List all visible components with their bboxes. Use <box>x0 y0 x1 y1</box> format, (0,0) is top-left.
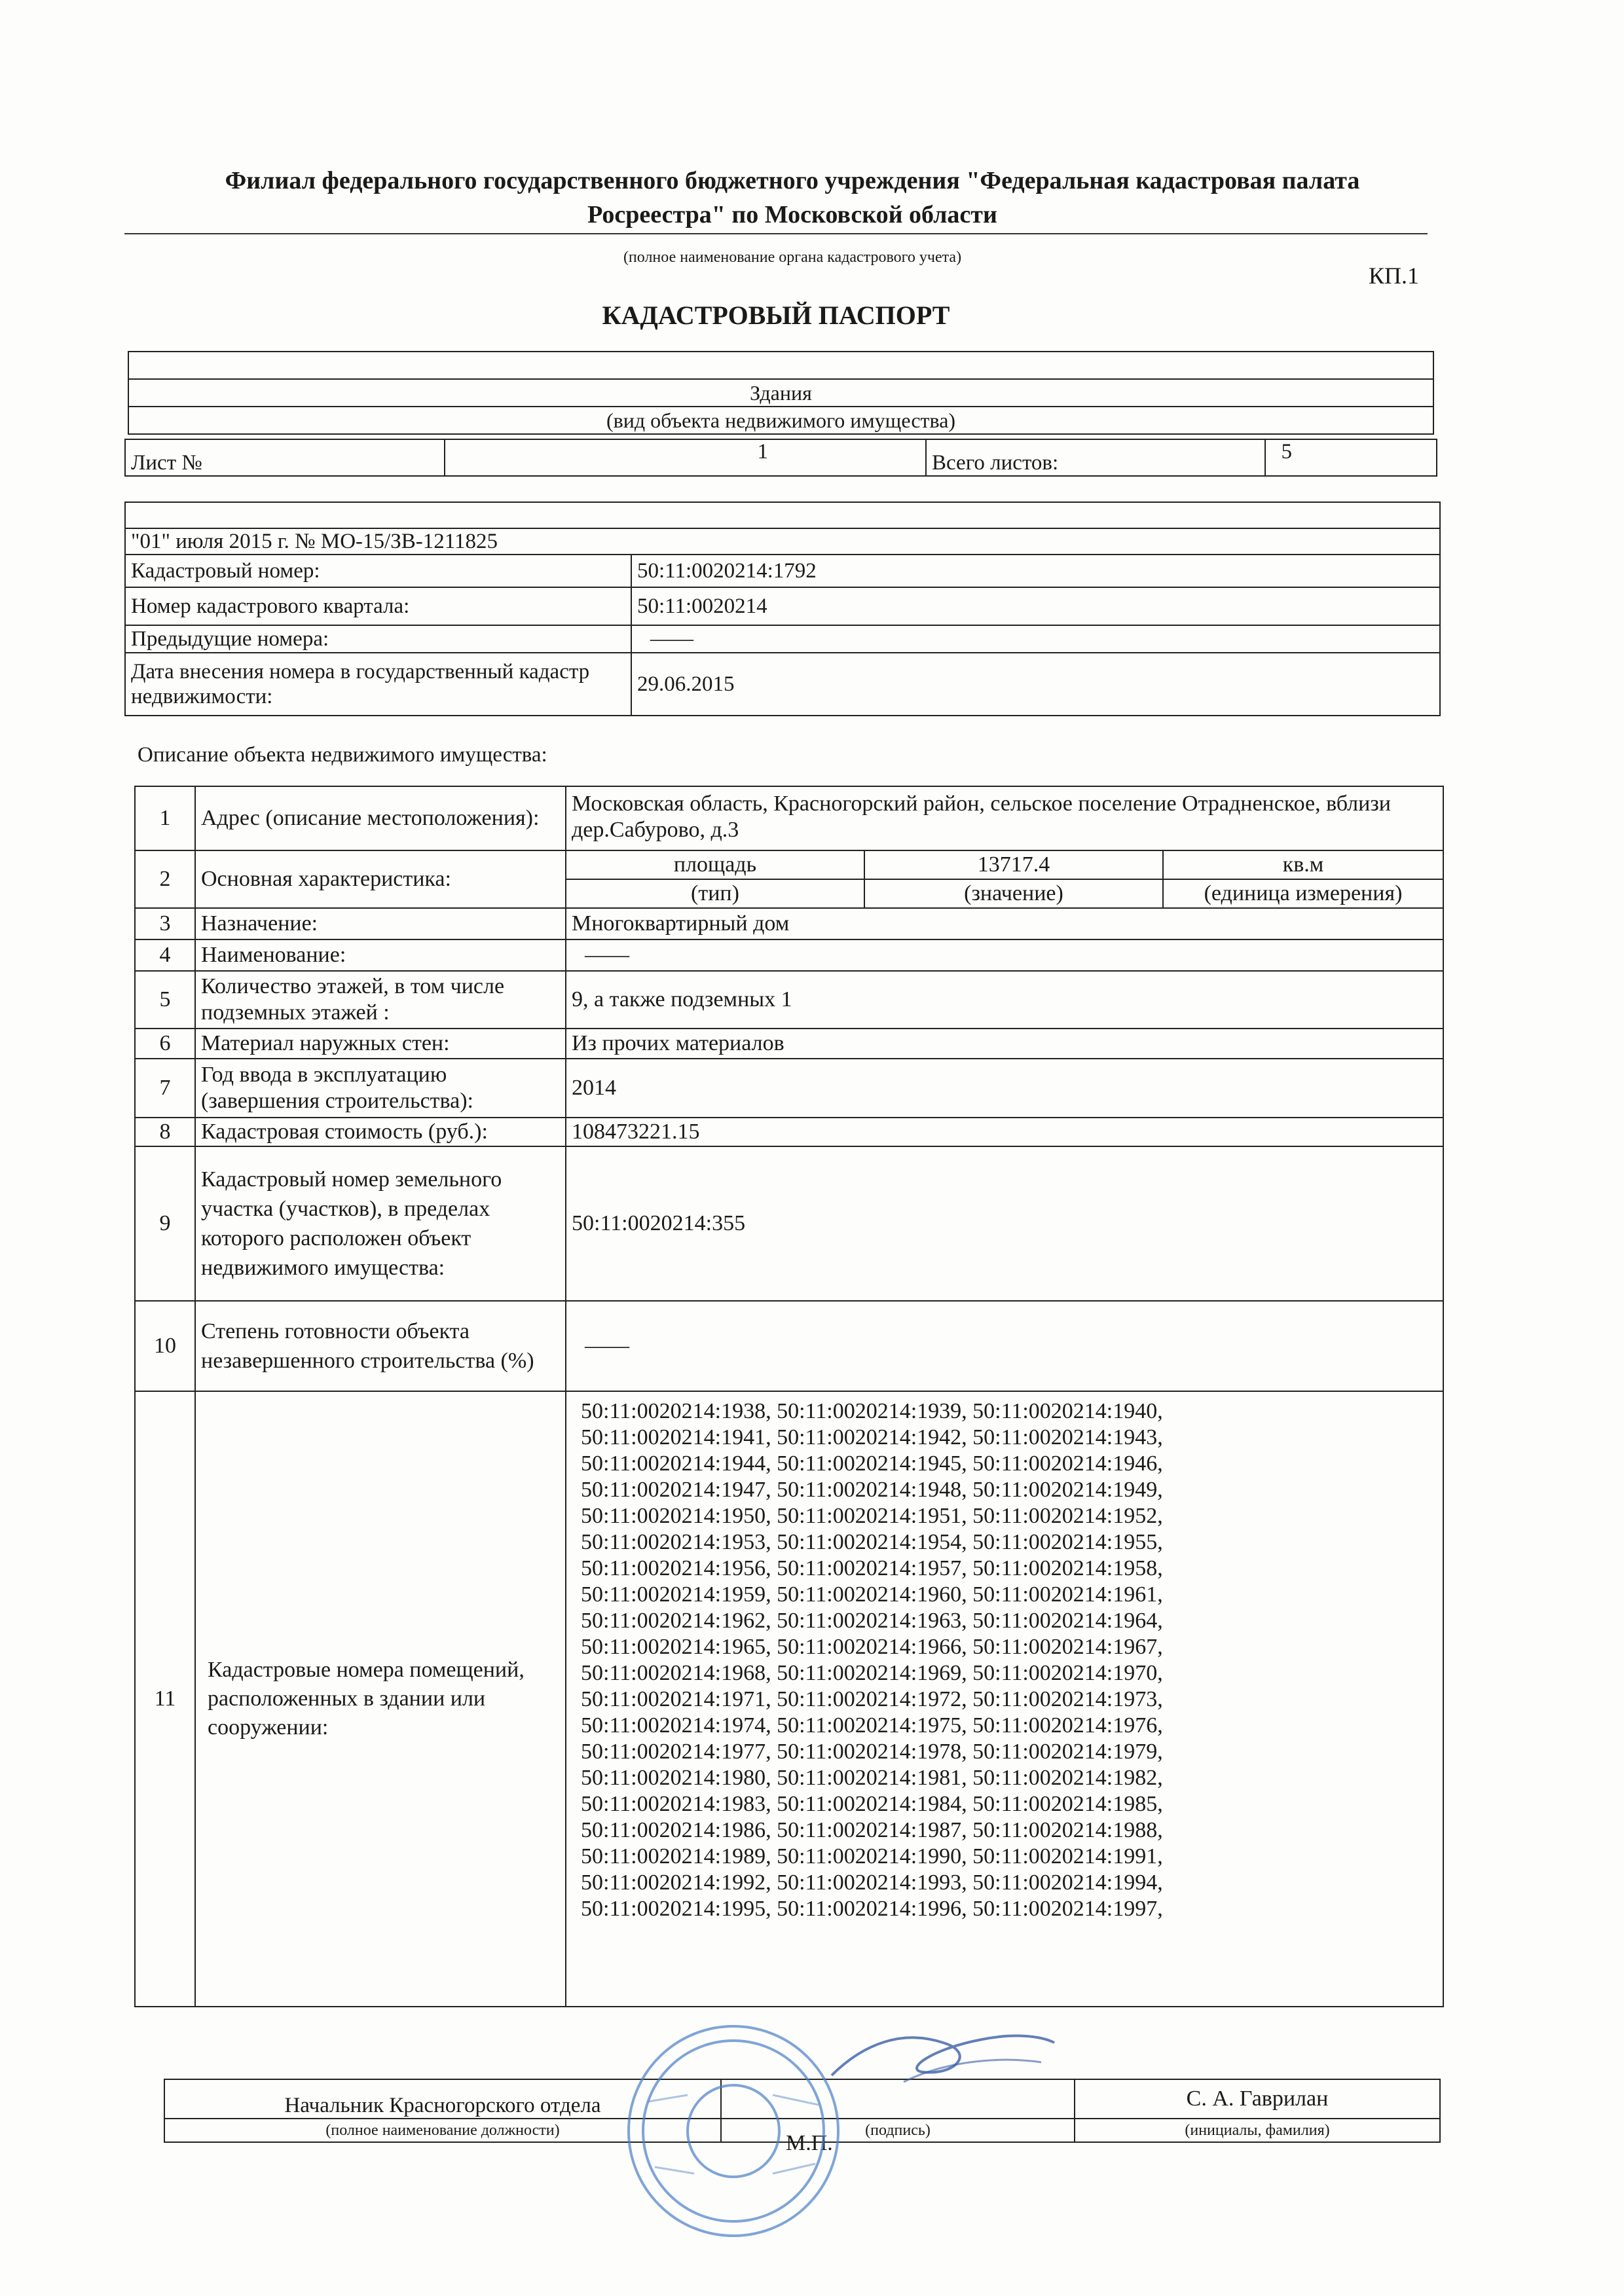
organization-name <box>157 164 1428 232</box>
previous-numbers: —— <box>631 625 1440 653</box>
floors-label: Количество этажей, в том числе подземных этажей : <box>195 971 566 1029</box>
signature <box>825 2016 1061 2095</box>
characteristic-unit: кв.м <box>1163 850 1443 879</box>
row-number: 4 <box>135 939 195 971</box>
premises-line: 50:11:0020214:1944, 50:11:0020214:1945, 50:11:0020214:1946, <box>581 1451 1163 1476</box>
row-number: 6 <box>135 1029 195 1059</box>
premises-line: 50:11:0020214:1962, 50:11:0020214:1963, 50:11:0020214:1964, <box>581 1609 1163 1633</box>
total-sheets-value: 5 <box>1265 439 1437 476</box>
name-label: Наименование: <box>195 939 566 971</box>
form-code: КП.1 <box>1369 263 1420 289</box>
premises-line: 50:11:0020214:1971, 50:11:0020214:1972, 50:11:0020214:1973, <box>581 1687 1163 1711</box>
row-number: 5 <box>135 971 195 1029</box>
walls-label: Материал наружных стен: <box>195 1029 566 1059</box>
address-label: Адрес (описание местоположения): <box>195 786 566 850</box>
premises-line: 50:11:0020214:1986, 50:11:0020214:1987, 50:11:0020214:1988, <box>581 1818 1163 1842</box>
organization-caption: (полное наименование органа кадастрового учета) <box>623 249 962 266</box>
floors-value: 9, а также подземных 1 <box>566 971 1443 1029</box>
sheet-number: 1 <box>445 439 926 476</box>
organization-line-1: Филиал федерального государственного бюджетного учреждения "Федеральная кадастровая палата <box>225 167 1360 194</box>
signer-name: С. А. Гаврилан <box>1075 2079 1440 2119</box>
readiness-label: Степень готовности объекта незавершенного строительства (%) <box>195 1301 566 1391</box>
registry-table <box>124 501 1441 716</box>
premises-line: 50:11:0020214:1941, 50:11:0020214:1942, 50:11:0020214:1943, <box>581 1425 1163 1449</box>
readiness-value: —— <box>566 1301 1443 1391</box>
value-caption: (значение) <box>864 879 1163 908</box>
row-number: 1 <box>135 786 195 850</box>
signature-caption: (подпись) <box>721 2119 1075 2142</box>
sheet-box <box>124 439 1437 477</box>
premises-line: 50:11:0020214:1968, 50:11:0020214:1969, 50:11:0020214:1970, <box>581 1661 1163 1685</box>
cadastral-quarter: 50:11:0020214 <box>631 587 1440 625</box>
land-plot-label: Кадастровый номер земельного участка (участков), в пределах которого расположен объект недвижимого имущества: <box>195 1146 566 1301</box>
cadastral-value-label: Кадастровая стоимость (руб.): <box>195 1118 566 1146</box>
characteristic-value: 13717.4 <box>864 850 1163 879</box>
main-characteristic-label: Основная характеристика: <box>195 850 566 908</box>
object-kind-box <box>128 351 1434 435</box>
premises-line: 50:11:0020214:1956, 50:11:0020214:1957, 50:11:0020214:1958, <box>581 1556 1163 1580</box>
name-caption: (инициалы, фамилия) <box>1075 2119 1440 2142</box>
premises-line: 50:11:0020214:1983, 50:11:0020214:1984, 50:11:0020214:1985, <box>581 1792 1163 1816</box>
registry-label: Номер кадастрового квартала: <box>125 587 631 625</box>
premises-line: 50:11:0020214:1938, 50:11:0020214:1939, 50:11:0020214:1940, <box>581 1399 1163 1423</box>
year-value: 2014 <box>566 1059 1443 1118</box>
object-kind-caption: (вид объекта недвижимого имущества) <box>128 407 1433 434</box>
row-number: 11 <box>135 1391 195 2007</box>
premises-line: 50:11:0020214:1959, 50:11:0020214:1960, 50:11:0020214:1961, <box>581 1582 1163 1607</box>
position-caption: (полное наименование должности) <box>164 2119 721 2142</box>
registry-label: Кадастровый номер: <box>125 555 631 587</box>
premises-line: 50:11:0020214:1980, 50:11:0020214:1981, 50:11:0020214:1982, <box>581 1766 1163 1790</box>
purpose-label: Назначение: <box>195 908 566 939</box>
premises-line: 50:11:0020214:1950, 50:11:0020214:1951, 50:11:0020214:1952, <box>581 1504 1163 1528</box>
cadastral-number: 50:11:0020214:1792 <box>631 555 1440 587</box>
characteristic-type: площадь <box>566 850 864 879</box>
organization-underline <box>124 233 1428 234</box>
seal-label: М.П. <box>786 2131 833 2155</box>
sheet-label: Лист № <box>125 439 445 476</box>
total-sheets-label: Всего листов: <box>926 439 1265 476</box>
registry-label: Дата внесения номера в государственный кадастр недвижимости: <box>125 653 631 716</box>
row-number: 9 <box>135 1146 195 1301</box>
cadastral-value: 108473221.15 <box>566 1118 1443 1146</box>
premises-line: 50:11:0020214:1992, 50:11:0020214:1993, 50:11:0020214:1994, <box>581 1870 1163 1895</box>
purpose-value: Многоквартирный дом <box>566 908 1443 939</box>
premises-line: 50:11:0020214:1989, 50:11:0020214:1990, 50:11:0020214:1991, <box>581 1844 1163 1868</box>
registration-date: 29.06.2015 <box>631 653 1440 716</box>
row-number: 2 <box>135 850 195 908</box>
premises-line: 50:11:0020214:1995, 50:11:0020214:1996, 50:11:0020214:1997, <box>581 1897 1163 1921</box>
row-number: 10 <box>135 1301 195 1391</box>
row-number: 8 <box>135 1118 195 1146</box>
land-plot-value: 50:11:0020214:355 <box>566 1146 1443 1301</box>
type-caption: (тип) <box>566 879 864 908</box>
registry-date-line: "01" июля 2015 г. № МО-15/ЗВ-1211825 <box>125 528 1440 555</box>
unit-caption: (единица измерения) <box>1163 879 1443 908</box>
row-number: 7 <box>135 1059 195 1118</box>
premises-line: 50:11:0020214:1965, 50:11:0020214:1966, 50:11:0020214:1967, <box>581 1635 1163 1659</box>
description-title: Описание объекта недвижимого имущества: <box>138 743 547 767</box>
premises-label: Кадастровые номера помещений, расположенных в здании или сооружении: <box>195 1391 566 2007</box>
address-value: Московская область, Красногорский район, сельское поселение Отрадненское, вблизи дер.Сабурово, д.3 <box>566 786 1443 850</box>
walls-value: Из прочих материалов <box>566 1029 1443 1059</box>
year-label: Год ввода в эксплуатацию (завершения строительства): <box>195 1059 566 1118</box>
registry-label: Предыдущие номера: <box>125 625 631 653</box>
page-title: КАДАСТРОВЫЙ ПАСПОРТ <box>602 301 950 330</box>
row-number: 3 <box>135 908 195 939</box>
premises-line: 50:11:0020214:1977, 50:11:0020214:1978, 50:11:0020214:1979, <box>581 1740 1163 1764</box>
organization-line-2: Росреестра" по Московской области <box>587 201 997 228</box>
premises-line: 50:11:0020214:1974, 50:11:0020214:1975, 50:11:0020214:1976, <box>581 1713 1163 1738</box>
object-kind-value: Здания <box>128 379 1433 407</box>
premises-line: 50:11:0020214:1953, 50:11:0020214:1954, 50:11:0020214:1955, <box>581 1530 1163 1554</box>
object-description-table <box>134 786 1444 2007</box>
premises-list <box>566 1391 1443 2007</box>
name-value: —— <box>566 939 1443 971</box>
position-title: Начальник Красногорского отдела <box>164 2079 721 2119</box>
premises-line: 50:11:0020214:1947, 50:11:0020214:1948, 50:11:0020214:1949, <box>581 1478 1163 1502</box>
